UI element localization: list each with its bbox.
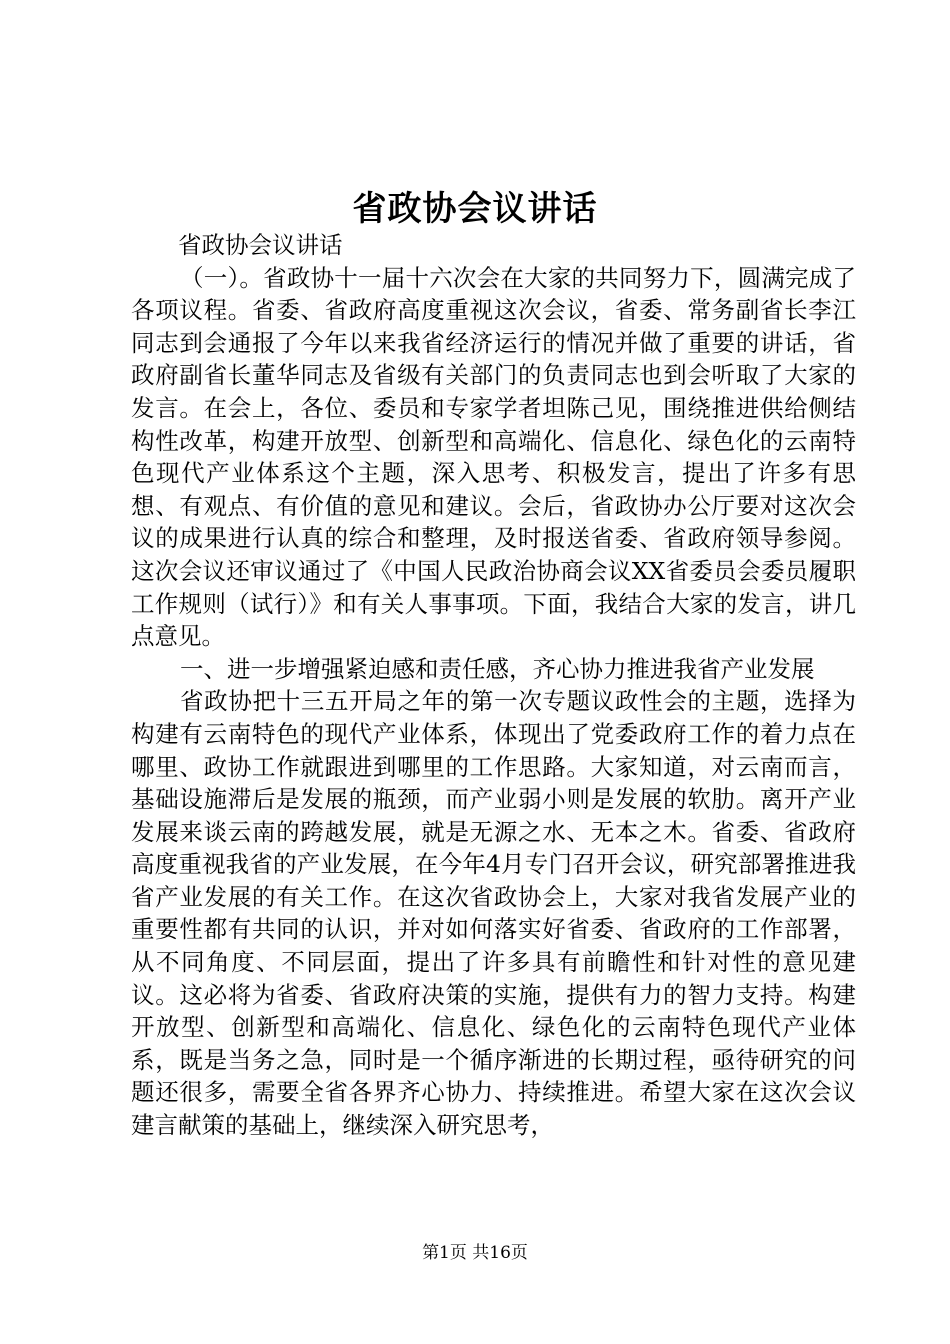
page-footer: 第1页 共16页 (422, 1243, 528, 1263)
page-title: 省政协会议讲话 (352, 189, 598, 229)
section-heading: 一、进一步增强紧迫感和责任感，齐心协力推进我省产业发展 (180, 654, 815, 683)
document-body (131, 229, 856, 1142)
paragraph-heading: 省政协会议讲话 (178, 231, 343, 259)
paragraph-body: 省政协把十三五开局之年的第一次专题议政性会的主题，选择为构建有云南特色的现代产业体系，体现出了党委政府工作的着力点在哪里、政协工作就跟进到哪里的工作思路。大家知道，对云南而言，基础设施滞后是发展的瓶颈，而产业弱小则是发展的软肋。离开产业发展来谈云南的跨越发展，就是无源之水、无本之木。省委、省政府高度重视我省的产业发展，在今年4月专门召开会议，研究部署推进我省产业发展的有关工作。在这次省政协会上，大家对我省发展产业的重要性都有共同的认识，并对如何落实好省委、省政府的工作部署，从不同角度、不同层面，提出了许多具有前瞻性和针对性的意见建议。这必将为省委、省政府决策的实施，提供有力的智力支持。构建开放型、创新型和高端化、信息化、绿色化的云南特色现代产业体系，既是当务之急，同时是一个循序渐进的长期过程，亟待研究的问题还很多，需要全省各界齐心协力、持续推进。希望大家在这次会议建言献策的基础上，继续深入研究思考， (131, 687, 856, 1140)
paragraph-intro: （一）。省政协十一届十六次会在大家的共同努力下，圆满完成了各项议程。省委、省政府高度重视这次会议，省委、常务副省长李江同志到会通报了今年以来我省经济运行的情况并做了重要的讲话，省政府副省长董华同志及省级有关部门的负责同志也到会听取了大家的发言。在会上，各位、委员和专家学者坦陈己见，围绕推进供给侧结构性改革，构建开放型、创新型和高端化、信息化、绿色化的云南特色现代产业体系这个主题，深入思考、积极发言，提出了许多有思想、有观点、有价值的意见和建议。会后，省政协办公厅要对这次会议的成果进行认真的综合和整理，及时报送省委、省政府领导参阅。这次会议还审议通过了《中国人民政治协商会议XX省委员会委员履职工作规则（试行）》和有关人事事项。下面，我结合大家的发言，讲几点意见。 (131, 263, 856, 651)
